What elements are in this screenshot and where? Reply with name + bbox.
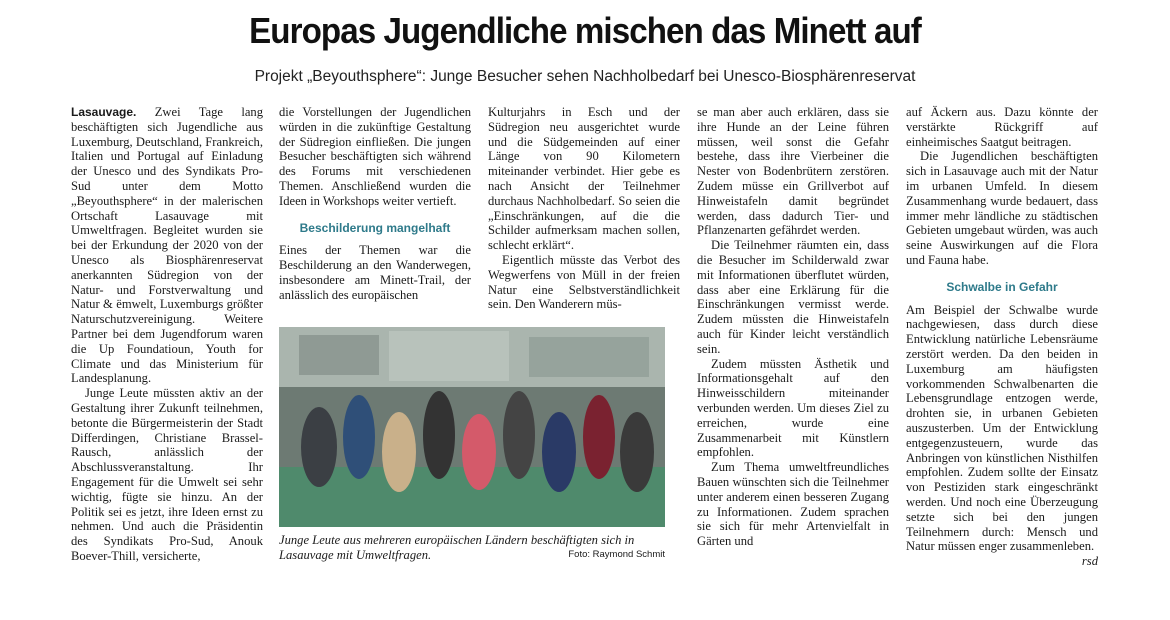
caption-text: Junge Leute aus mehreren europäischen Ländern beschäftigten sich in Lasauvage mit Umweltfragen. [279, 533, 635, 562]
paragraph: se man aber auch erklären, dass sie ihre Hunde an der Leine führen müssen, weil sonst die Gefahr bestehe, dass ihre Vierbeiner die Nester von Bodenbrütern zerstören. Zudem müsse ein Grillverbot auf Hinweistafeln damit begründet werden, dass dadurch Tier- und Pflanzenarten gefährdet werden. [697, 105, 889, 238]
photo-credit: Foto: Raymond Schmit [568, 548, 665, 560]
text-column-2 [279, 105, 471, 303]
section-heading: Beschilderung mangelhaft [299, 220, 451, 235]
text-column-5 [906, 105, 1098, 569]
paragraph: Zwei Tage lang beschäftigten sich Jugendliche aus Luxemburg, Deutschland, Frankreich, Italien und Portugal auf Einladung der Unesco und des Syndikats Pro-Sud unter dem Motto „Beyouthsphere“ in der malerischen Ortschaft Lasauvage mit Umweltfragen. Begleitet wurden sie bei der Erkundung der 2020 von der Unesco als Biosphärenreservat anerkannten Südregion von der Natur- und Forstverwaltung und Natur & ëmwelt, Luxemburgs größter Naturschutzvereinigung. Weitere Partner bei dem Jugendforum waren die Up Foundatioun, Youth for Climate und das Ministerium für Landesplanung. [71, 105, 264, 386]
article-subheadline: Projekt „Beyouthsphere“: Junge Besucher sehen Nachholbedarf bei Unesco-Biosphärenreservat [254, 68, 916, 85]
paragraph [906, 302, 1098, 569]
paragraph: Die Teilnehmer räumten ein, dass die Besucher im Schilderwald zwar mit Informationen überflutet würden, dass aber eine Erklärung für die Einschränkungen vermisst werde. Zudem müssten die Hinweistafeln auch für Kinder leicht verständlich sein. [697, 238, 889, 356]
text-column-3 [488, 105, 680, 312]
dateline: Lasauvage. [71, 105, 137, 119]
text-column-4 [697, 105, 889, 549]
section-heading: Schwalbe in Gefahr [946, 279, 1058, 294]
article-headline: Europas Jugendliche mischen das Minett auf [249, 10, 921, 51]
photo-caption [279, 533, 665, 563]
text-column-1 [71, 105, 263, 564]
group-photo [279, 327, 665, 527]
group-photo-image [279, 327, 665, 527]
author-signature: rsd [1081, 554, 1098, 569]
paragraph: Junge Leute müssten aktiv an der Gestaltung ihrer Zukunft teilnehmen, betonte die Bürgermeisterin der Stadt Differdingen, Christiane Brassel-Rausch, anlässlich der Abschlussveranstaltung. Ihr Engagement für die Umwelt sei sehr wichtig, fügte sie hinzu. An der Politik sei es jetzt, ihre Ideen ernst zu nehmen. Und auch die Präsidentin des Syndikats Pro-Sud, Anouk Boever-Thill, versicherte, [71, 386, 263, 563]
paragraph: auf Äckern aus. Dazu könnte der verstärkte Rückgriff auf einheimisches Saatgut beitragen. [906, 105, 1098, 149]
paragraph: Kulturjahrs in Esch und der Südregion neu ausgerichtet wurde und die Südgemeinden auf einer Länge von 90 Kilometern miteinander verbindet. Hier gebe es nach Ansicht der Teilnehmer durchaus Nachholbedarf. So seien die „Einschränkungen, auf die die Schilder aufmerksam machen sollen, schlecht erklärt“. [488, 105, 680, 253]
paragraph: Eigentlich müsste das Verbot des Wegwerfens von Müll in der freien Natur eine Selbstverständlichkeit sein. Den Wanderern müs- [488, 252, 680, 312]
paragraph-text: Am Beispiel der Schwalbe wurde nachgewiesen, dass durch diese Entwicklung natürliche Lebensräume zerstört werden. Da den beiden in Luxemburg am häufigsten vorkommenden Schwalbenarten die Lebensgrundlage entzogen werde, drohten sie, in urbanen Gebieten auszusterben. Um der Entwicklung entgegenzusteuern, wurde das Anbringen von künstlichen Nisthilfen empfohlen. Zudem sollte der Einsatz von Pestiziden stark eingeschränkt werden. Und noch eine Überzeugung setzte sich bei den jungen Teilnehmern durch: Mensch und Natur müssen enger zusammenleben. [906, 302, 1098, 554]
paragraph: die Vorstellungen der Jugendlichen würden in die zukünftige Gestaltung der Südregion einfließen. Die jungen Besucher beschäftigten sich während des Forums mit verschiedenen Themen. Anschließend wurden die Ideen in Workshops weiter vertieft. [279, 105, 471, 208]
paragraph: Die Jugendlichen beschäftigten sich in Lasauvage auch mit der Natur im urbanen Umfeld. In diesem Zusammenhang wurde bedauert, dass immer mehr ländliche zu städtischen Gebieten umgebaut würden, was auch seine Auswirkungen auf die Flora und Fauna habe. [906, 149, 1098, 267]
paragraph: Eines der Themen war die Beschilderung an den Wanderwegen, insbesondere am Minett-Trail, der anlässlich des europäischen [279, 243, 471, 302]
paragraph: Zum Thema umweltfreundliches Bauen wünschten sich die Teilnehmer unter anderem einen besseren Zugang zu Informationen. Zudem sprachen sie sich für mehr Artenvielfalt in Gärten und [697, 460, 889, 549]
paragraph: Zudem müssten Ästhetik und Informationsgehalt auf den Hinweisschildern miteinander verbunden werden. Um dieses Ziel zu erreichen, wurde eine Zusammenarbeit mit Künstlern empfohlen. [697, 356, 889, 460]
